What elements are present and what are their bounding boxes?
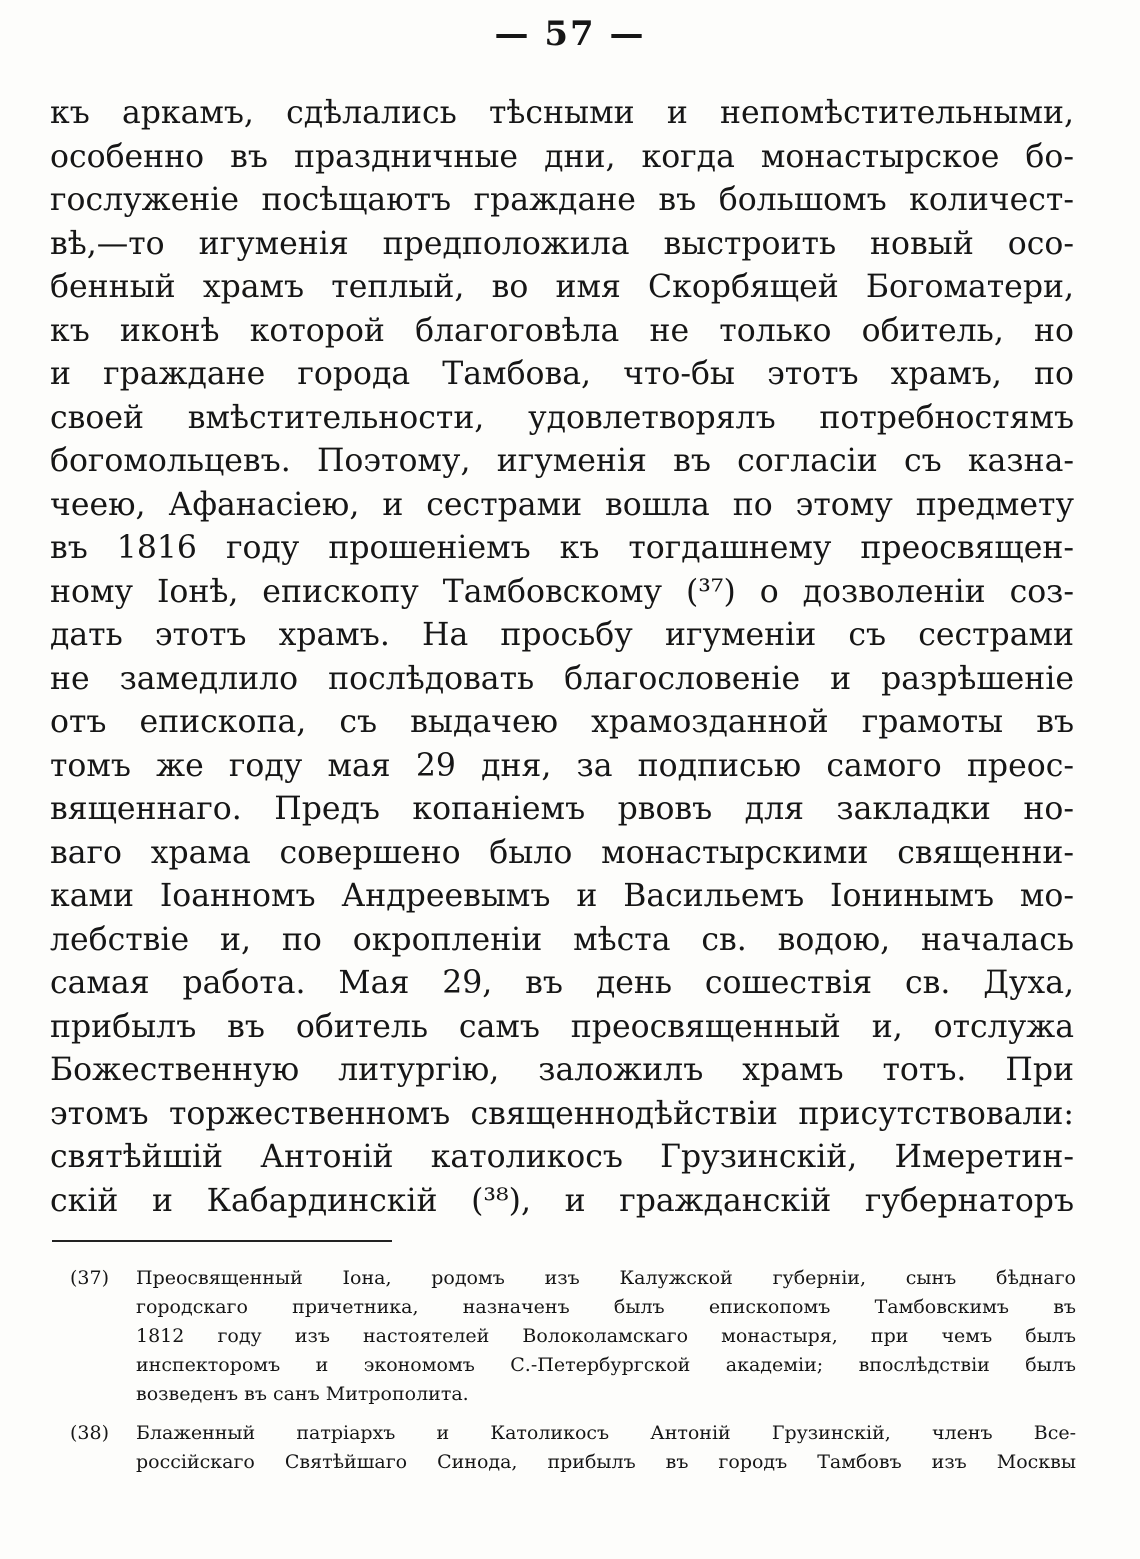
text-line: ному Іонѣ, епископу Тамбовскому (³⁷) о дозволеніи соз-: [50, 573, 1074, 610]
text-line: особенно въ праздничные дни, когда монастырское бо-: [50, 138, 1074, 175]
text-line: ками Іоанномъ Андреевымъ и Васильемъ Іонинымъ мо-: [50, 878, 1074, 914]
text-line: вященнаго. Предъ копаніемъ рвовъ для закладки но-: [50, 791, 1074, 827]
footnote-line: возведенъ въ санъ Митрополита.: [136, 1383, 469, 1405]
main-text: [50, 92, 1074, 1223]
page-number: — 57 —: [494, 14, 646, 54]
text-line: не замедлило послѣдовать благословеніе и разрѣшеніе: [50, 660, 1074, 697]
text-line: этомъ торжественномъ священнодѣйствіи присутствовали:: [50, 1095, 1074, 1132]
text-line: лебствіе и, по окропленіи мѣста св. водою, началась: [50, 921, 1074, 958]
footnotes: [70, 1264, 1076, 1487]
text-line: ваго храма совершено было монастырскими священни-: [50, 834, 1074, 871]
footnote-line: Блаженный патріархъ и Католикосъ Антоній Грузинскій, членъ Все-: [136, 1422, 1076, 1444]
text-line: самая работа. Мая 29, въ день сошествія св. Духа,: [50, 965, 1074, 1001]
footnote-line: 1812 году изъ настоятелей Волоколамскаго монастыря, при чемъ былъ: [136, 1325, 1076, 1347]
text-line: чеею, Афанасіею, и сестрами вошла по этому предмету: [50, 486, 1074, 523]
footnote-line: Преосвященный Іона, родомъ изъ Калужской губерніи, сынъ бѣднаго: [136, 1267, 1076, 1289]
footnote-line: россійскаго Святѣйшаго Синода, прибылъ въ городъ Тамбовъ изъ Москвы: [136, 1451, 1076, 1473]
text-line: гослуженіе посѣщаютъ граждане въ большомъ количест-: [50, 182, 1074, 218]
text-line: Божественную литургію, заложилъ храмъ тотъ. При: [50, 1052, 1074, 1088]
text-line: вѣ,—то игуменія предположила выстроить новый осо-: [50, 225, 1074, 262]
text-line: святѣйшій Антоній католикосъ Грузинскій, Имеретин-: [50, 1139, 1074, 1175]
text-line: въ 1816 году прошеніемъ къ тогдашнему преосвящен-: [50, 530, 1074, 566]
text-line: и граждане города Тамбова, что-бы этотъ храмъ, по: [50, 356, 1074, 392]
footnote-line: городскаго причетника, назначенъ былъ епископомъ Тамбовскимъ въ: [136, 1296, 1076, 1318]
footnote-text: [136, 1264, 1076, 1409]
text-line: къ аркамъ, сдѣлались тѣсными и непомѣстительными,: [50, 95, 1074, 131]
footnote-number: (37): [70, 1267, 110, 1289]
footnote-number: (38): [70, 1422, 110, 1444]
text-line: своей вмѣстительности, удовлетворялъ потребностямъ: [50, 399, 1074, 436]
text-line: томъ же году мая 29 дня, за подписью самого преос-: [50, 747, 1074, 784]
text-line: скій и Кабардинскій (³⁸), и гражданскій губернаторъ: [50, 1182, 1074, 1219]
text-line: бенный храмъ теплый, во имя Скорбящей Богоматери,: [50, 269, 1074, 305]
footnote-divider: [52, 1240, 392, 1242]
footnote-text: [136, 1419, 1076, 1477]
footnote-37: [70, 1264, 1076, 1409]
text-line: къ иконѣ которой благоговѣла не только обитель, но: [50, 312, 1074, 349]
text-line: отъ епископа, съ выдачею храмозданной грамоты въ: [50, 704, 1074, 740]
text-line: богомольцевъ. Поэтому, игуменія въ согласіи съ казна-: [50, 443, 1074, 479]
footnote-38: [70, 1419, 1076, 1477]
footnote-line: инспекторомъ и экономомъ С.-Петербургской академіи; впослѣдствіи былъ: [136, 1354, 1076, 1376]
text-line: дать этотъ храмъ. На просьбу игуменіи съ сестрами: [50, 617, 1074, 653]
text-line: прибылъ въ обитель самъ преосвященный и, отслужа: [50, 1008, 1074, 1045]
